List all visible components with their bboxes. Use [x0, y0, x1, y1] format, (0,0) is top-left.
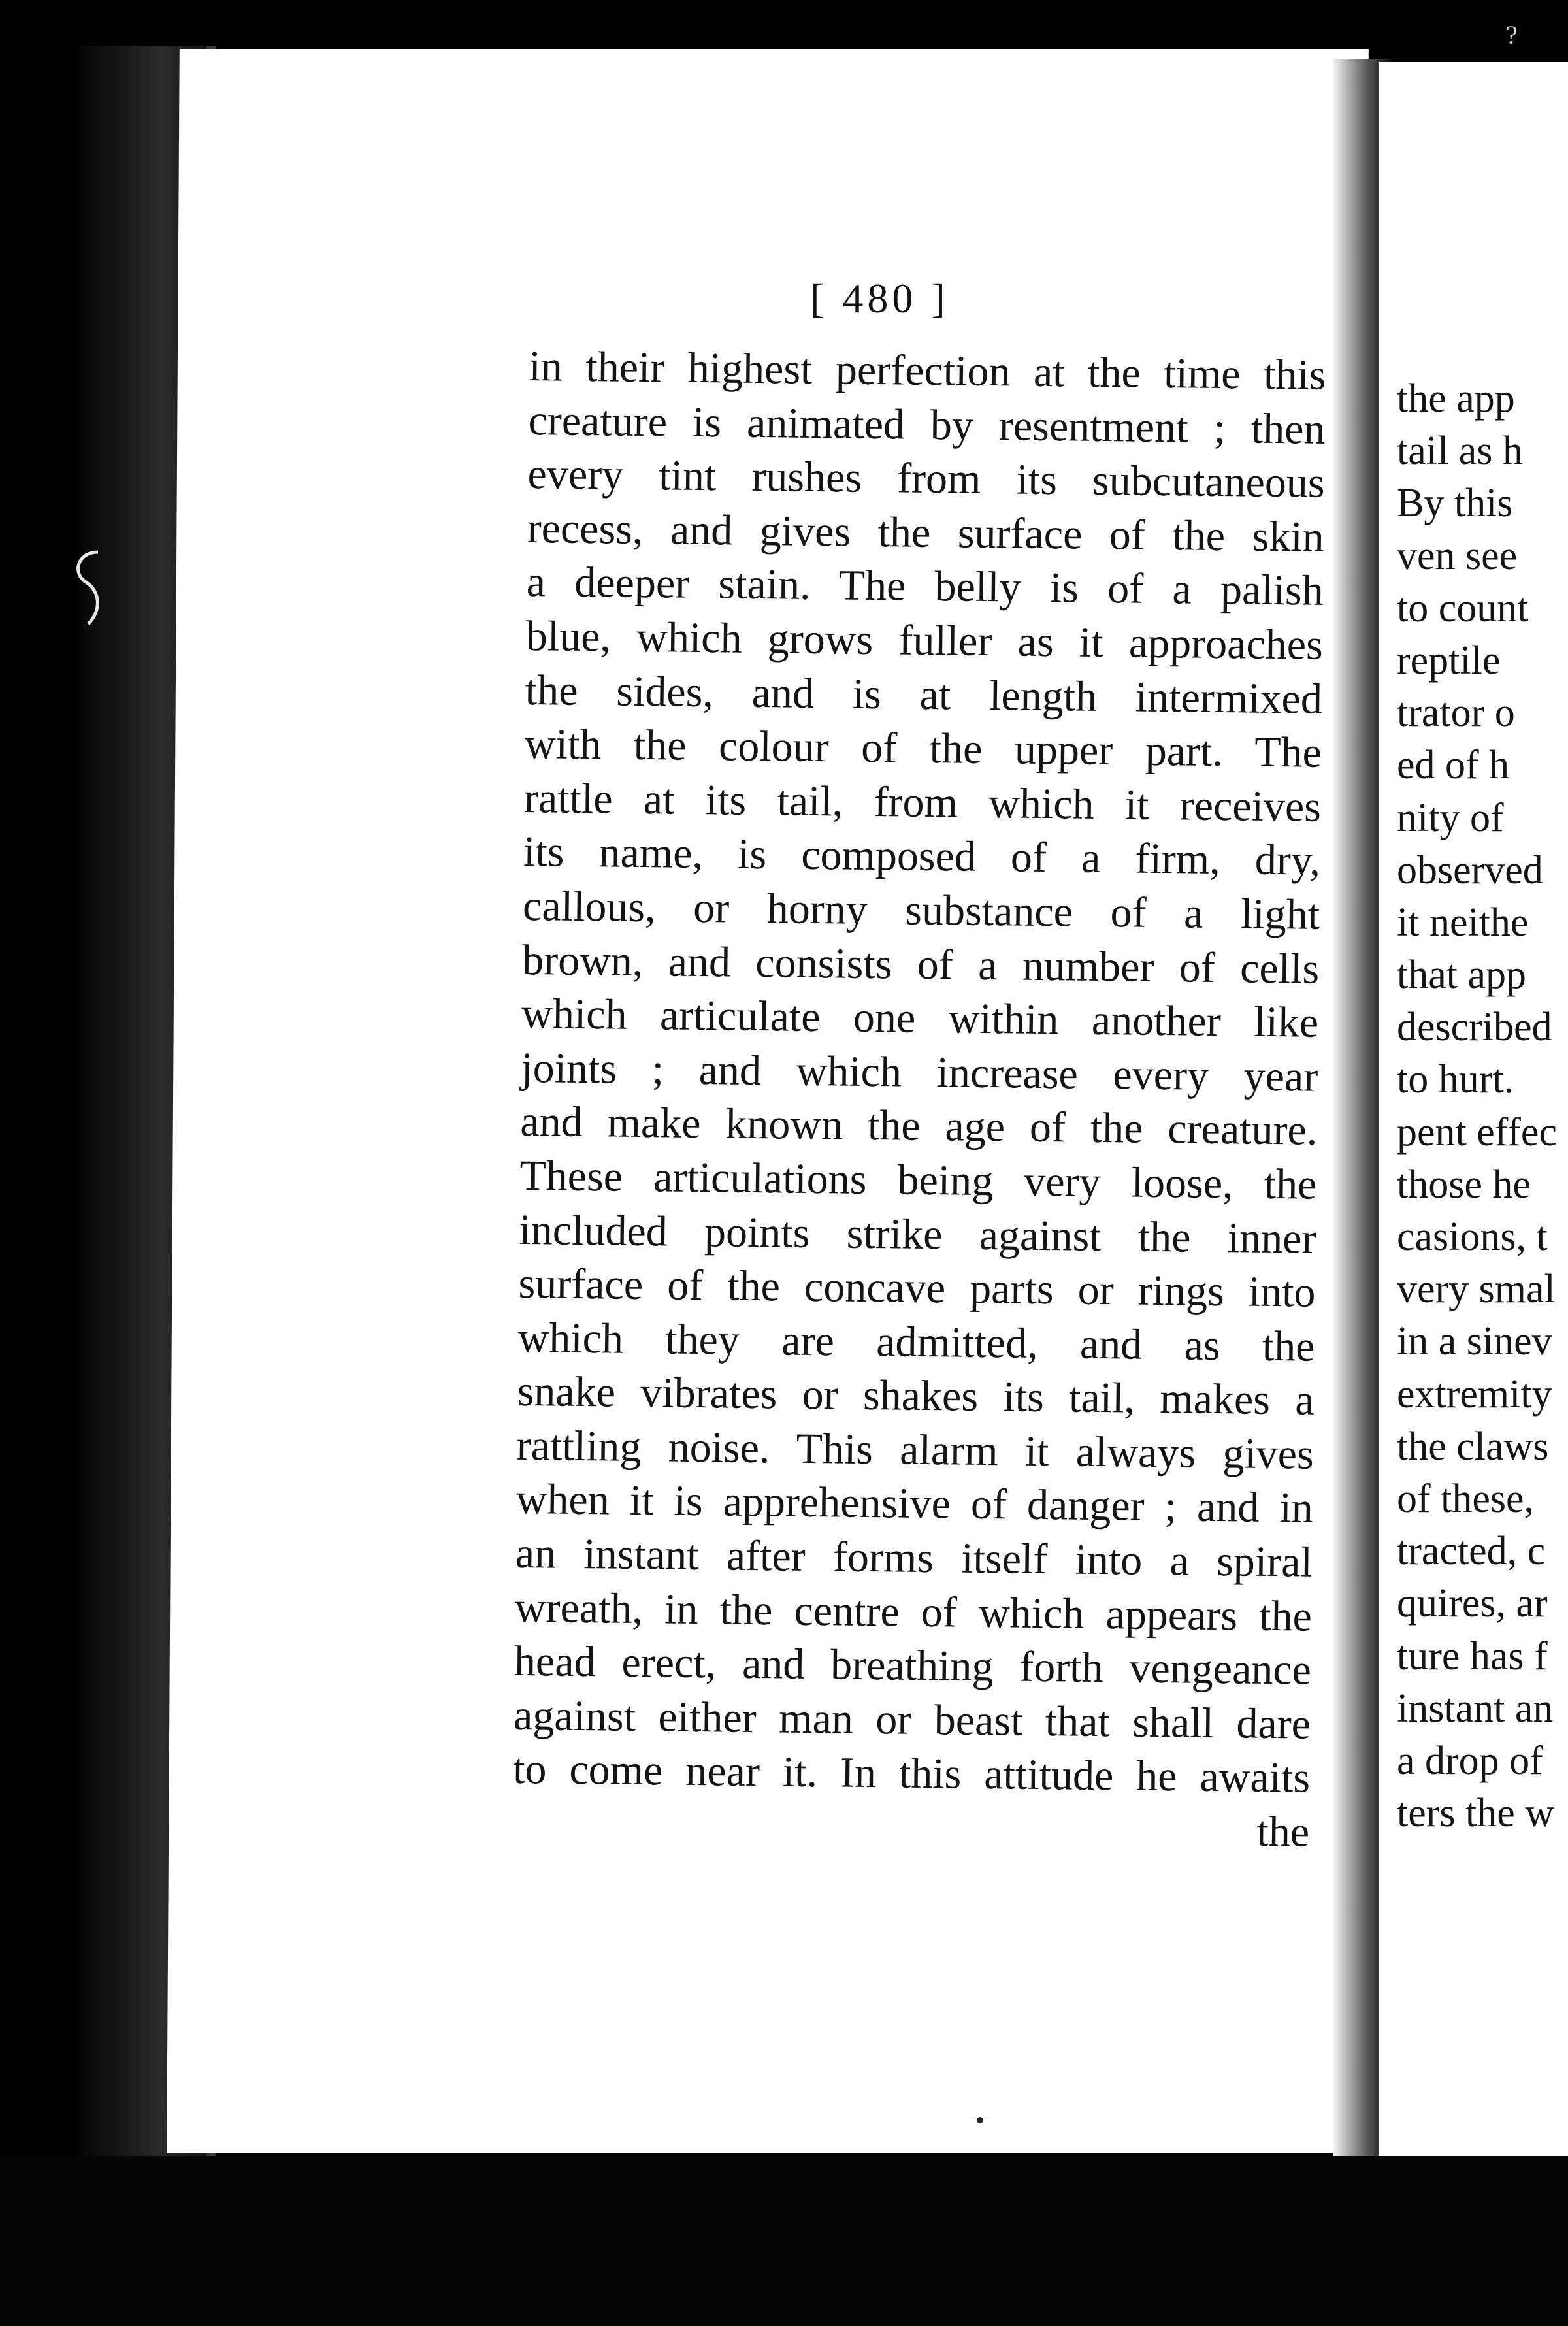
text-line: wreath, in the centre of which appears the [514, 1583, 1313, 1641]
text-line: surface of the concave parts or rings into [518, 1260, 1316, 1317]
text-line: These articulations being very loose, the [519, 1151, 1317, 1209]
next-page-line: ture has f [1397, 1633, 1548, 1679]
next-page-line: to hurt. [1397, 1057, 1514, 1102]
next-page-line: observed [1397, 847, 1543, 893]
body-text [512, 340, 1326, 1859]
next-page-line: By this [1397, 481, 1513, 526]
next-page-line: tail as h [1397, 429, 1523, 474]
next-page-line: to count [1397, 585, 1529, 631]
next-page-line: very smal [1397, 1267, 1556, 1312]
next-page-line: of these, [1397, 1476, 1535, 1521]
text-line: every tint rushes from its subcutaneous [527, 450, 1326, 508]
text-line: snake vibrates or shakes its tail, makes a [517, 1368, 1315, 1425]
next-page-line: in a sinev [1397, 1319, 1552, 1364]
text-line: to come near it. In this attitude he awaits [512, 1745, 1311, 1803]
ink-dot [977, 2117, 983, 2123]
page-number-header: [ 480 ] [810, 275, 949, 321]
next-page-line: the app [1397, 376, 1515, 421]
text-line: rattling noise. This alarm it always gives [516, 1421, 1315, 1479]
next-page-text [1397, 372, 1557, 1839]
next-page-line: that app [1397, 953, 1526, 998]
text-line: which articulate one within another like [521, 990, 1319, 1047]
margin-swirl-mark [65, 546, 111, 631]
text-line: brown, and consists of a number of cells [521, 936, 1320, 993]
next-page-line: those he [1397, 1162, 1531, 1207]
next-page-line: casions, t [1397, 1215, 1548, 1259]
text-line: head erect, and breathing forth vengeance [514, 1637, 1312, 1694]
text-line: recess, and gives the surface of the skin [527, 504, 1325, 561]
text-line: creature is animated by resentment ; then [528, 396, 1326, 453]
scan-bottom-edge [0, 2156, 1568, 2326]
right-page [1379, 62, 1568, 2186]
text-line: against either man or beast that shall dare [513, 1691, 1311, 1748]
text-line: a deeper stain. The belly is of a palish [526, 558, 1324, 615]
text-line: callous, or horny substance of a light [522, 881, 1320, 939]
text-line: and make known the age of the creature. [520, 1098, 1318, 1155]
text-line: its name, is composed of a firm, dry, [523, 828, 1321, 885]
catchword: the [1256, 1807, 1310, 1856]
next-page-line: pent effec [1397, 1109, 1557, 1155]
next-page-line: ven see [1397, 533, 1518, 578]
next-page-line: it neithe [1397, 900, 1529, 945]
text-line: when it is apprehensive of danger ; and in [515, 1475, 1314, 1533]
next-page-line: instant an [1397, 1686, 1554, 1731]
text-line: an instant after forms itself into a spiral [515, 1529, 1313, 1586]
next-page-line: extremity [1397, 1371, 1552, 1417]
next-page-line: trator o [1397, 691, 1515, 736]
next-page-line: ters the w [1397, 1791, 1555, 1836]
text-line: which they are admitted, and as the [517, 1313, 1316, 1371]
text-line: blue, which grows fuller as it approaches [525, 612, 1324, 669]
next-page-line: quires, ar [1397, 1581, 1548, 1626]
next-page-line: tracted, c [1397, 1529, 1546, 1574]
next-page-line: ed of h [1397, 743, 1510, 788]
next-page-line: reptile [1397, 638, 1501, 683]
text-line: in their highest perfection at the time this [529, 342, 1326, 399]
next-page-line: a drop of [1397, 1738, 1543, 1783]
text-line: joints ; and which increase every year [520, 1043, 1318, 1101]
top-corner-mark: ? [1506, 20, 1518, 50]
text-line: rattle at its tail, from which it receives [523, 774, 1322, 831]
text-line: included points strike against the inner [519, 1205, 1316, 1263]
text-line: the sides, and is at length intermixed [525, 666, 1323, 723]
next-page-line: nity of [1397, 795, 1504, 840]
next-page-line: the claws [1397, 1424, 1549, 1469]
text-line: with the colour of the upper part. The [524, 720, 1322, 777]
next-page-line: described [1397, 1005, 1552, 1050]
